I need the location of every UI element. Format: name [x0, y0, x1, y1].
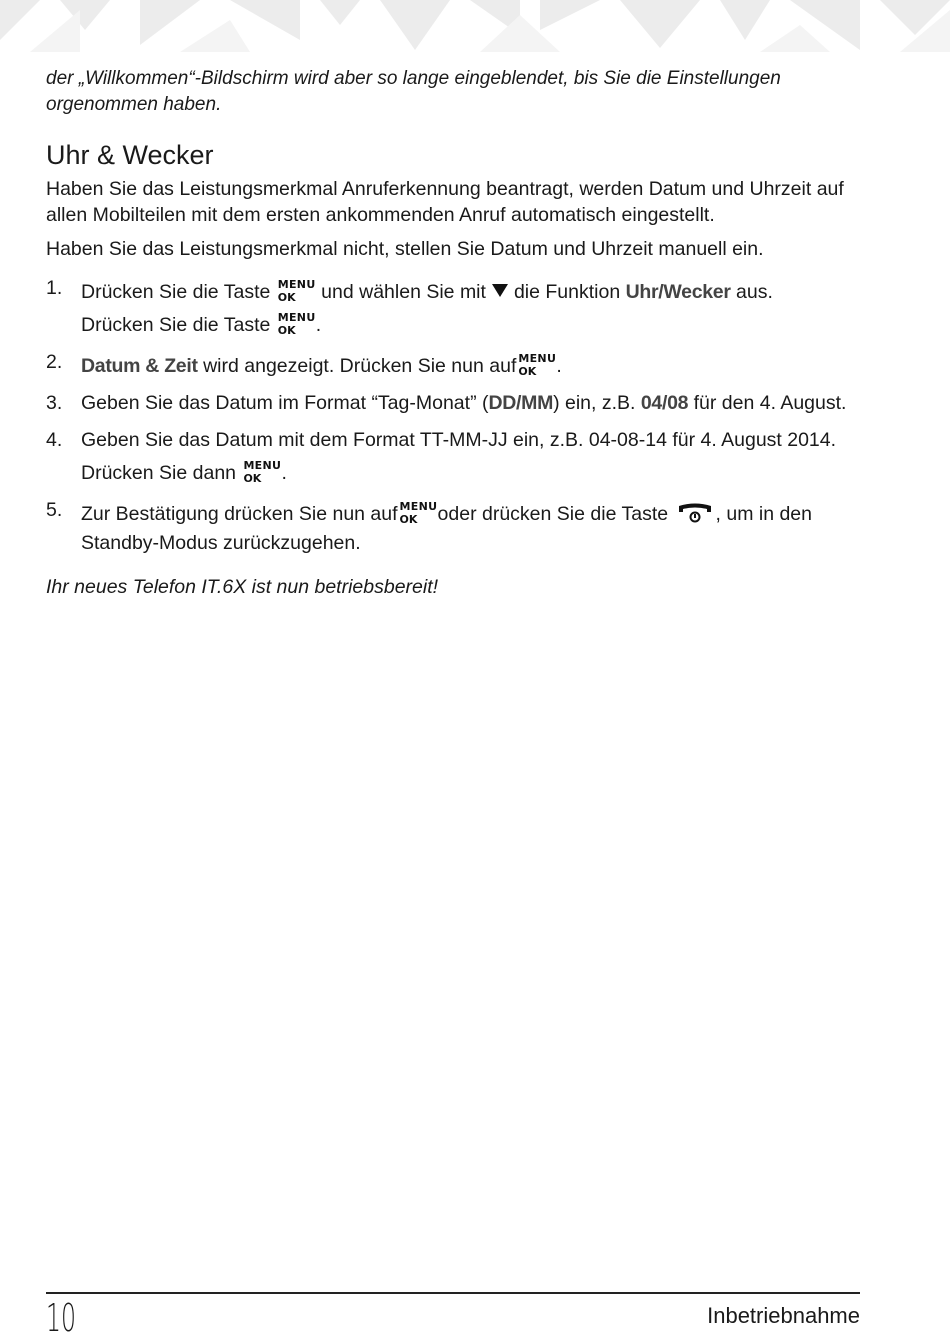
step-text: .	[281, 462, 287, 484]
step-text: Drücken Sie dann	[81, 462, 237, 484]
step-text: Drücken Sie die Taste	[81, 314, 271, 336]
step-5	[46, 496, 876, 558]
step-text: aus.	[736, 281, 773, 303]
menu-function-name: Uhr/Wecker	[625, 281, 731, 303]
closing-text: Ihr neues Telefon IT.6X ist nun betriebsbereit!	[46, 576, 439, 598]
step-1	[46, 274, 876, 340]
paragraph-caller-id: Haben Sie das Leistungsmerkmal Anruferkennung beantragt, werden Datum und Uhrzeit auf allen Mobilteilen mit dem ersten ankommenden Anruf automatisch eingestellt.	[46, 178, 844, 226]
step-text: die Funktion	[513, 281, 621, 303]
footer-divider	[46, 1292, 860, 1294]
steps-list	[46, 274, 876, 558]
step-number: 5.	[46, 499, 63, 521]
step-text: .	[556, 355, 562, 377]
step-text: , um in den Standby-Modus zurückzugehen.	[81, 503, 812, 554]
step-text: Drücken Sie die Taste	[81, 281, 271, 303]
section-heading: Uhr & Wecker	[46, 140, 214, 170]
menu-ok-key-icon: MENU OK	[277, 311, 316, 337]
display-text: Datum & Zeit	[81, 355, 198, 377]
step-text: ) ein, z.B.	[553, 392, 636, 414]
step-text: .	[315, 314, 322, 336]
menu-ok-key-icon: MENU OK	[518, 352, 557, 378]
step-text: Zur Bestätigung drücken Sie nun auf	[81, 503, 398, 525]
down-arrow-icon	[492, 284, 508, 297]
menu-ok-key-icon: MENU OK	[277, 278, 316, 304]
end-call-key-icon	[676, 502, 714, 524]
step-number: 3.	[46, 392, 63, 414]
intro-text: der „Willkommen“-Bildschirm wird aber so lange eingeblendet, bis Sie die Einstellungen orgenommen haben.	[46, 68, 781, 115]
decorative-triangle-pattern	[0, 0, 950, 52]
step-number: 1.	[46, 277, 63, 299]
page-number: 10	[46, 1296, 76, 1340]
format-code: DD/MM	[488, 392, 554, 414]
paragraph-manual: Haben Sie das Leistungsmerkmal nicht, stellen Sie Datum und Uhrzeit manuell ein.	[46, 238, 764, 260]
example-value: 04/08	[640, 392, 689, 414]
step-text: wird angezeigt. Drücken Sie nun auf	[203, 355, 517, 377]
step-text: oder drücken Sie die Taste	[437, 503, 669, 525]
step-text: für den 4. August.	[693, 392, 847, 414]
step-text: Geben Sie das Datum mit dem Format TT-MM-JJ ein, z.B. 04-08-14 für 4. August 2014.	[81, 429, 837, 451]
step-text: Geben Sie das Datum im Format “Tag-Monat” (	[81, 392, 489, 414]
menu-ok-key-icon: MENU OK	[243, 459, 282, 485]
step-number: 2.	[46, 351, 63, 373]
section-name: Inbetriebnahme	[707, 1303, 860, 1328]
step-text: und wählen Sie mit	[321, 281, 486, 303]
step-4	[46, 426, 876, 488]
page-content	[46, 66, 876, 599]
step-number: 4.	[46, 429, 63, 451]
menu-ok-key-icon: MENU OK	[399, 500, 438, 526]
step-2	[46, 348, 876, 381]
step-3	[46, 389, 876, 418]
